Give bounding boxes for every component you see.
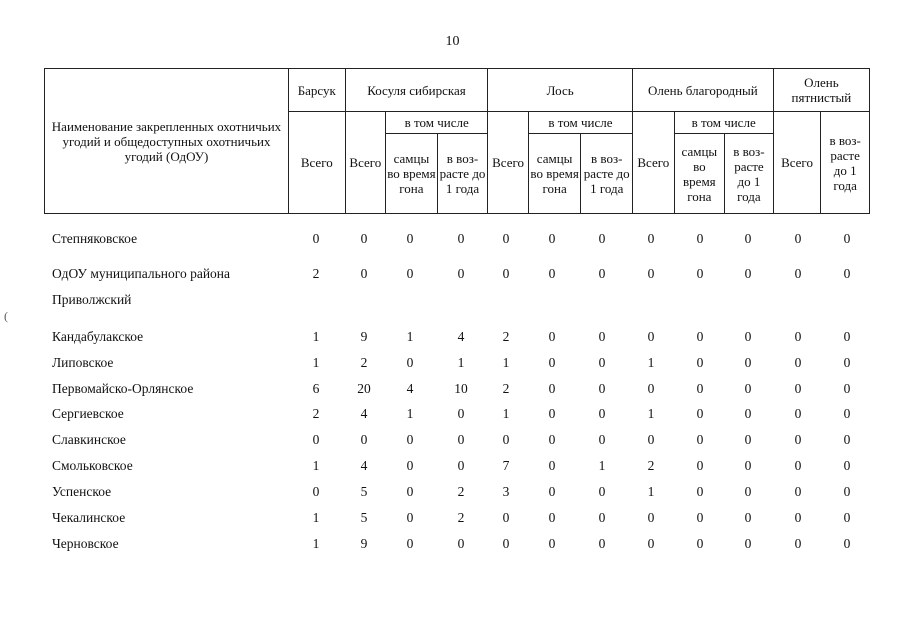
row-value: 0: [598, 406, 606, 421]
row-value: 0: [457, 536, 465, 551]
row-value: 0: [548, 329, 556, 344]
row-name: Славкинское: [52, 432, 126, 447]
row-value: 0: [744, 432, 752, 447]
table-row: [0, 229, 905, 249]
table-row: [0, 353, 905, 373]
row-value: 4: [457, 329, 465, 344]
row-value: 0: [843, 484, 851, 499]
row-name: Приволжский: [52, 292, 132, 307]
margin-mark: (: [4, 309, 8, 323]
row-value: 2: [502, 381, 510, 396]
row-value: 0: [744, 536, 752, 551]
header-total: Всего: [288, 112, 345, 214]
row-value: 0: [647, 510, 655, 525]
row-value: 0: [598, 432, 606, 447]
row-value: 0: [598, 231, 606, 246]
row-value: 0: [548, 432, 556, 447]
row-value: 20: [357, 381, 371, 396]
table-row: [0, 482, 905, 502]
row-value: 5: [360, 484, 368, 499]
row-value: 0: [843, 381, 851, 396]
row-value: 0: [360, 266, 368, 281]
row-value: 0: [312, 432, 320, 447]
row-value: 0: [794, 406, 802, 421]
row-value: 0: [598, 266, 606, 281]
row-value: 0: [647, 432, 655, 447]
table-row: [0, 327, 905, 347]
row-value: 5: [360, 510, 368, 525]
row-value: 4: [406, 381, 414, 396]
row-value: 0: [598, 355, 606, 370]
header-males: самцы во время гона: [528, 134, 581, 214]
row-value: 0: [843, 266, 851, 281]
row-value: 0: [406, 355, 414, 370]
row-value: 1: [406, 406, 414, 421]
table-row: [0, 264, 905, 284]
row-value: 0: [696, 231, 704, 246]
row-name: ОдОУ муниципального района: [52, 266, 231, 281]
row-value: 0: [794, 381, 802, 396]
row-value: 0: [843, 536, 851, 551]
row-value: 0: [744, 355, 752, 370]
row-value: 0: [843, 510, 851, 525]
row-value: 9: [360, 329, 368, 344]
row-value: 0: [843, 458, 851, 473]
row-value: 1: [647, 406, 655, 421]
row-value: 1: [502, 406, 510, 421]
header-group-badger: Барсук: [288, 69, 345, 112]
row-value: 0: [312, 484, 320, 499]
row-value: 0: [406, 432, 414, 447]
row-value: 0: [696, 266, 704, 281]
table-row: [0, 430, 905, 450]
row-name: Смольковское: [52, 458, 133, 473]
row-value: 2: [312, 406, 320, 421]
row-value: 1: [312, 536, 320, 551]
row-value: 1: [502, 355, 510, 370]
header-group-roe-deer: Косуля сибирская: [345, 69, 488, 112]
row-value: 0: [843, 432, 851, 447]
row-value: 1: [406, 329, 414, 344]
row-value: 0: [406, 484, 414, 499]
header-group-elk: Лось: [488, 69, 633, 112]
row-value: 0: [843, 406, 851, 421]
header-young: в воз-расте до 1 года: [581, 134, 633, 214]
row-value: 0: [406, 266, 414, 281]
row-value: 1: [312, 355, 320, 370]
row-value: 0: [744, 231, 752, 246]
row-value: 0: [696, 355, 704, 370]
row-value: 2: [312, 266, 320, 281]
header-group-sika-deer: Олень пятнистый: [773, 69, 869, 112]
row-value: 0: [794, 329, 802, 344]
row-value: 0: [598, 536, 606, 551]
row-value: 0: [794, 484, 802, 499]
row-name: Чекалинское: [52, 510, 126, 525]
row-value: 0: [598, 329, 606, 344]
row-value: 0: [457, 458, 465, 473]
header-total: Всего: [773, 112, 821, 214]
header-including: в том числе: [386, 112, 488, 134]
table-row: [0, 534, 905, 554]
row-value: 0: [696, 484, 704, 499]
row-value: 0: [696, 381, 704, 396]
row-value: 9: [360, 536, 368, 551]
table-row: [0, 508, 905, 528]
row-value: 0: [744, 266, 752, 281]
header-males: самцы во время гона: [386, 134, 438, 214]
row-name: Черновское: [52, 536, 119, 551]
row-value: 0: [548, 266, 556, 281]
table-row: [0, 404, 905, 424]
row-value: 0: [502, 536, 510, 551]
row-value: 0: [598, 510, 606, 525]
row-value: 4: [360, 458, 368, 473]
row-value: 7: [502, 458, 510, 473]
row-value: 0: [360, 432, 368, 447]
row-value: 0: [794, 231, 802, 246]
row-value: 2: [647, 458, 655, 473]
header-total: Всего: [633, 112, 675, 214]
row-value: 0: [794, 458, 802, 473]
row-value: 0: [744, 510, 752, 525]
row-value: 0: [548, 458, 556, 473]
header-males: самцы во время гона: [674, 134, 725, 214]
row-value: 0: [794, 355, 802, 370]
row-value: 0: [548, 381, 556, 396]
table-row: [0, 290, 905, 310]
table-row: [0, 379, 905, 399]
page-number: 10: [445, 34, 460, 49]
row-name: Степняковское: [52, 231, 138, 246]
row-value: 1: [457, 355, 465, 370]
header-group-red-deer: Олень благородный: [633, 69, 774, 112]
row-value: 0: [794, 536, 802, 551]
row-value: 0: [312, 231, 320, 246]
row-value: 2: [457, 510, 465, 525]
row-value: 0: [502, 432, 510, 447]
row-value: 0: [457, 266, 465, 281]
row-value: 0: [548, 231, 556, 246]
row-value: 0: [406, 458, 414, 473]
header-name-column: Наименование закрепленных охотничьих угодий и общедоступных охотничьих угодий (ОдОУ): [45, 69, 289, 214]
row-value: 0: [794, 266, 802, 281]
header-young: в воз-расте до 1 года: [437, 134, 488, 214]
row-value: 0: [406, 231, 414, 246]
row-value: 0: [548, 484, 556, 499]
row-value: 0: [598, 484, 606, 499]
row-value: 0: [647, 536, 655, 551]
row-name: Кандабулакское: [52, 329, 144, 344]
row-value: 0: [696, 406, 704, 421]
row-value: 0: [647, 381, 655, 396]
row-value: 2: [457, 484, 465, 499]
row-value: 0: [548, 510, 556, 525]
row-value: 0: [548, 536, 556, 551]
row-value: 0: [794, 432, 802, 447]
row-value: 0: [406, 536, 414, 551]
row-value: 1: [312, 458, 320, 473]
row-value: 0: [744, 406, 752, 421]
row-name: Успенское: [52, 484, 112, 499]
row-value: 0: [457, 406, 465, 421]
row-value: 1: [647, 355, 655, 370]
row-value: 0: [696, 536, 704, 551]
row-value: 0: [744, 484, 752, 499]
row-value: 0: [548, 406, 556, 421]
header-including-young: в воз-расте до 1 года: [821, 112, 870, 214]
row-value: 0: [696, 510, 704, 525]
row-value: 0: [794, 510, 802, 525]
row-value: 0: [502, 231, 510, 246]
header-including: в том числе: [528, 112, 632, 134]
row-value: 2: [360, 355, 368, 370]
row-value: 0: [598, 381, 606, 396]
row-value: 10: [454, 381, 468, 396]
row-name: Сергиевское: [52, 406, 124, 421]
row-value: 0: [696, 329, 704, 344]
header-total: Всего: [345, 112, 385, 214]
row-value: 0: [647, 266, 655, 281]
header-young: в воз-расте до 1 года: [725, 134, 774, 214]
row-value: 0: [457, 231, 465, 246]
row-value: 0: [360, 231, 368, 246]
row-value: 1: [312, 510, 320, 525]
row-value: 4: [360, 406, 368, 421]
header-total: Всего: [488, 112, 528, 214]
row-value: 0: [548, 355, 556, 370]
row-value: 1: [647, 484, 655, 499]
row-value: 0: [744, 458, 752, 473]
row-value: 0: [457, 432, 465, 447]
row-name: Первомайско-Орлянское: [52, 381, 194, 396]
row-value: 0: [843, 355, 851, 370]
row-name: Липовское: [52, 355, 114, 370]
row-value: 0: [647, 329, 655, 344]
row-value: 0: [647, 231, 655, 246]
row-value: 1: [598, 458, 606, 473]
row-value: 0: [696, 458, 704, 473]
header-including: в том числе: [674, 112, 773, 134]
row-value: 0: [406, 510, 414, 525]
row-value: 0: [744, 329, 752, 344]
row-value: 6: [312, 381, 320, 396]
row-value: 0: [696, 432, 704, 447]
row-value: 1: [312, 329, 320, 344]
row-value: 3: [502, 484, 510, 499]
row-value: 2: [502, 329, 510, 344]
row-value: 0: [744, 381, 752, 396]
table-row: [0, 456, 905, 476]
row-value: 0: [843, 329, 851, 344]
row-value: 0: [502, 510, 510, 525]
row-value: 0: [502, 266, 510, 281]
row-value: 0: [843, 231, 851, 246]
